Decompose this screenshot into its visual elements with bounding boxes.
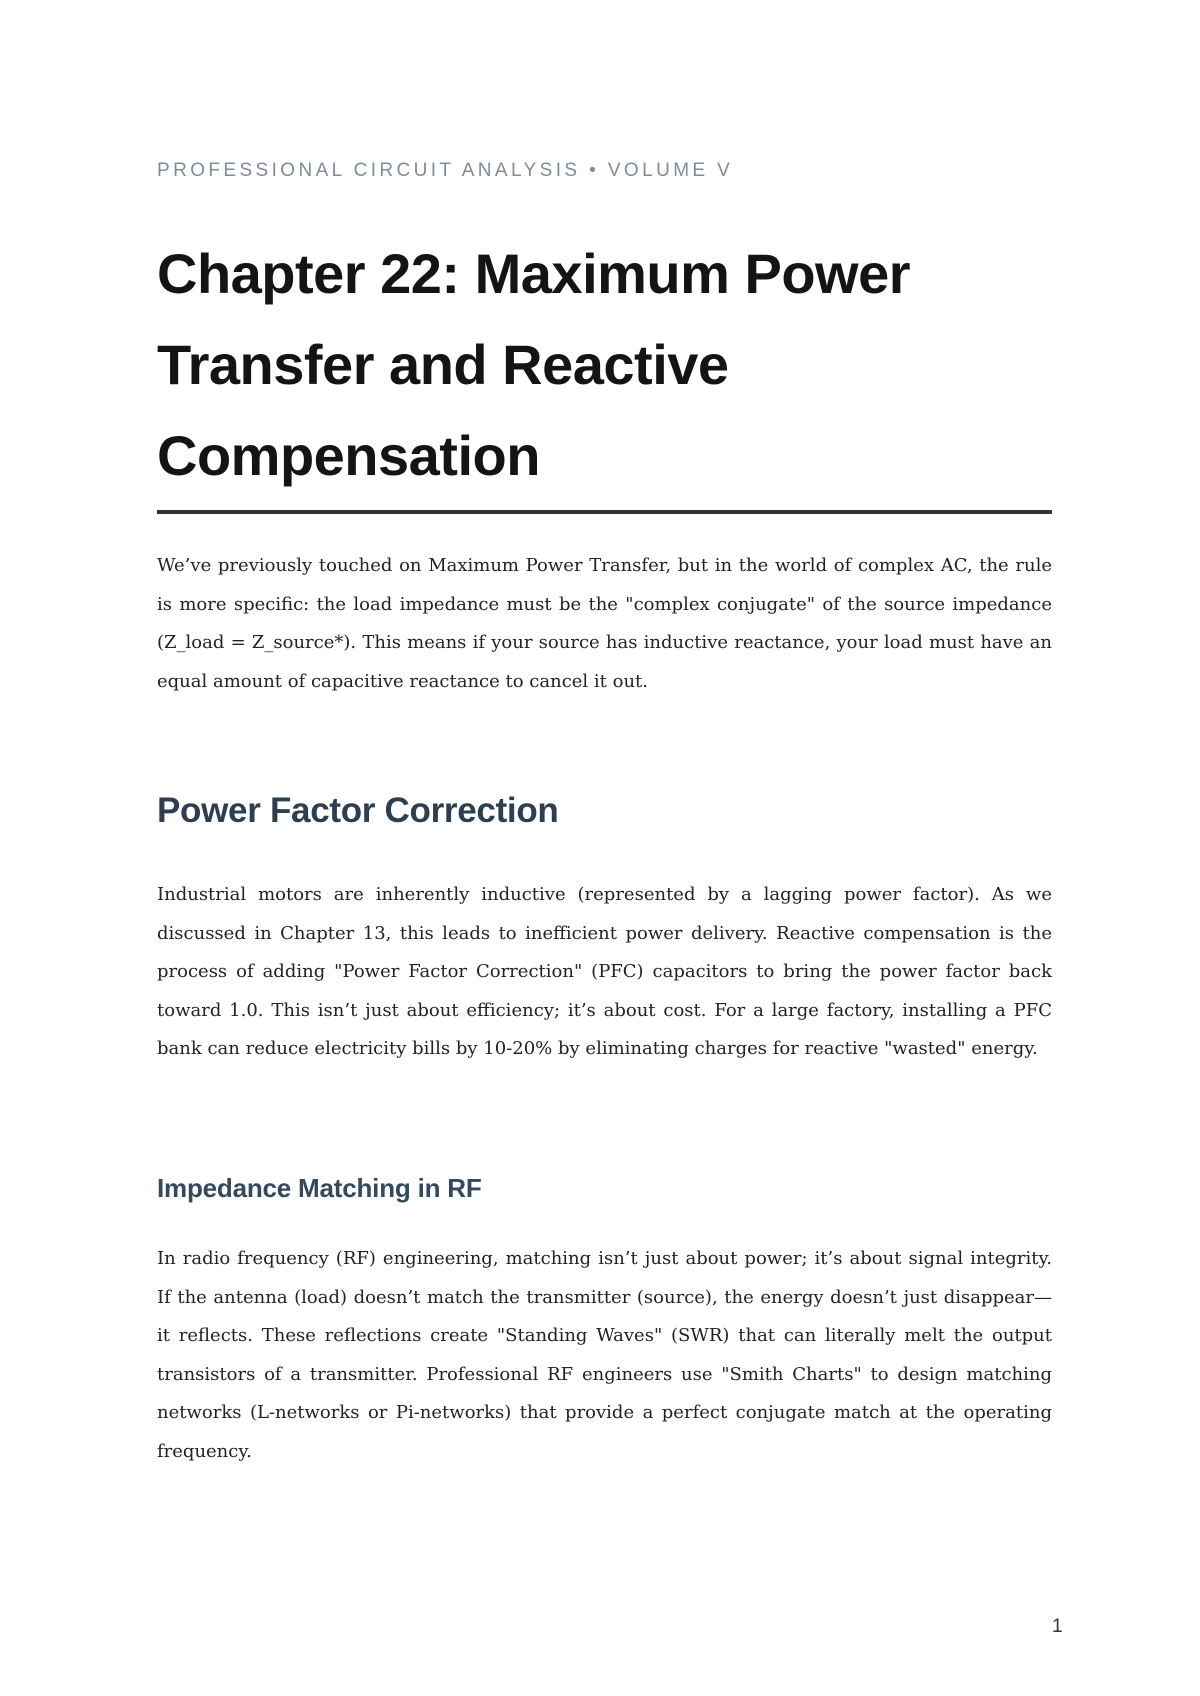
intro-paragraph: We’ve previously touched on Maximum Power Transfer, but in the world of complex AC, the rule is more specific: the load impedance must be the "complex conjugate" of the source impedance (Z_load = Z_source*). This means if your source has inductive reactance, your load must have an equal amount of capacitive reactance to cancel it out.	[157, 555, 1052, 692]
title-divider	[157, 510, 1052, 514]
section-heading-power-factor-correction: Power Factor Correction	[157, 791, 559, 830]
subsection-paragraph-impedance-matching: In radio frequency (RF) engineering, matching isn’t just about power; it’s about signal integrity. If the antenna (load) doesn’t match the transmitter (source), the energy doesn’t just disappear—it reflects. These reflections create "Standing Waves" (SWR) that can literally melt the output transistors of a transmitter. Professional RF engineers use "Smith Charts" to design matching networks (L-networks or Pi-networks) that provide a perfect conjugate match at the operating frequency.	[157, 1248, 1052, 1462]
chapter-title: Chapter 22: Maximum Power Transfer and Reactive Compensation	[157, 242, 911, 487]
subsection-heading-impedance-matching: Impedance Matching in RF	[157, 1173, 482, 1203]
section-paragraph-power-factor-correction: Industrial motors are inherently inductive (represented by a lagging power factor). As we discussed in Chapter 13, this leads to inefficient power delivery. Reactive compensation is the process of adding "Power Factor Correction" (PFC) capacitors to bring the power factor back toward 1.0. This isn’t just about efficiency; it’s about cost. For a large factory, installing a PFC bank can reduce electricity bills by 10-20% by eliminating charges for reactive "wasted" energy.	[157, 884, 1052, 1059]
running-header: PROFESSIONAL CIRCUIT ANALYSIS • VOLUME V	[157, 160, 734, 181]
page-number: 1	[1052, 1616, 1063, 1637]
